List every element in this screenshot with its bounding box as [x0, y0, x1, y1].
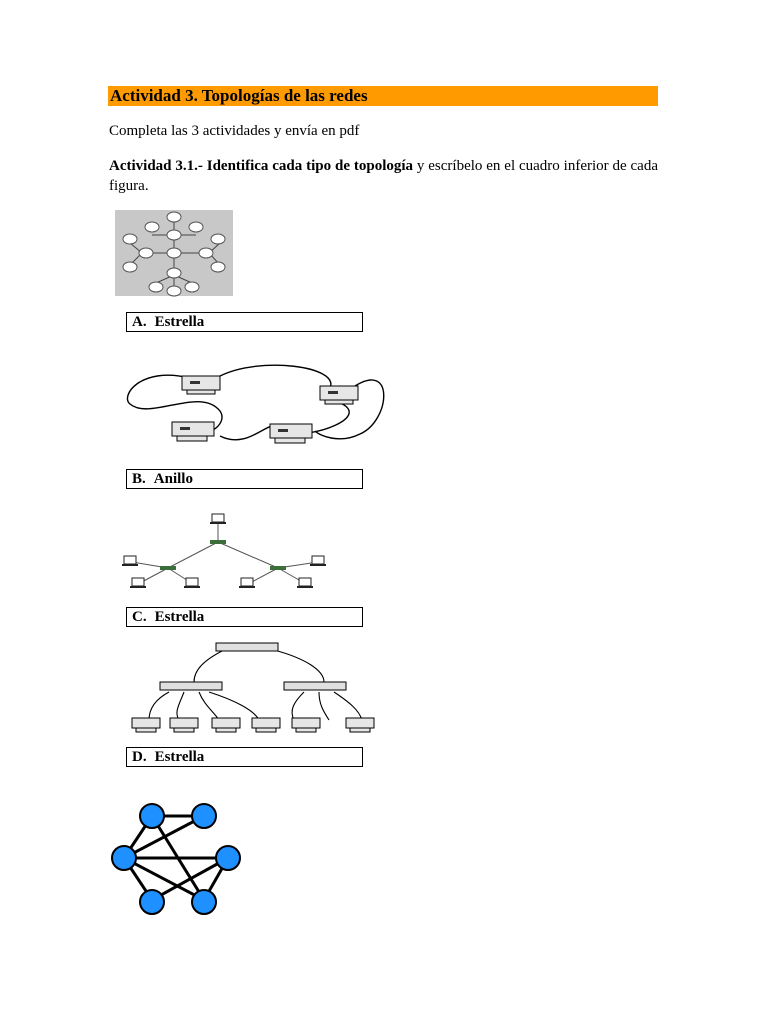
- answer-value: Estrella: [154, 609, 205, 625]
- computer-icon: [172, 376, 358, 443]
- answer-value: Estrella: [154, 749, 205, 765]
- figure-a-star-diagram: [112, 207, 236, 299]
- figure-c-tree-diagram: [118, 512, 338, 596]
- answer-letter: B.: [132, 471, 146, 487]
- figure-d-hierarchy-diagram: [124, 640, 380, 744]
- instruction-text: Completa las 3 actividades y envía en pdf: [109, 123, 360, 139]
- answer-value: Estrella: [154, 314, 205, 330]
- computer-icon: [132, 718, 374, 732]
- answer-box-d[interactable]: [126, 747, 363, 767]
- answer-letter: D.: [132, 749, 147, 765]
- answer-box-a[interactable]: [126, 312, 363, 332]
- answer-letter: C.: [132, 609, 147, 625]
- activity-text: y escríbelo en el cuadro inferior de cada figura.: [109, 158, 658, 194]
- activity-paragraph: [109, 156, 658, 196]
- answer-letter: A.: [132, 314, 147, 330]
- activity-label: Actividad 3.1.- Identifica cada tipo de topología: [109, 158, 414, 174]
- answer-box-c[interactable]: [126, 607, 363, 627]
- figure-b-ring-diagram: [120, 356, 390, 448]
- answer-value: Anillo: [153, 471, 193, 487]
- page-title: Actividad 3. Topologías de las redes: [110, 86, 368, 105]
- answer-box-b[interactable]: [126, 469, 363, 489]
- figure-e-mesh-diagram: [106, 798, 246, 920]
